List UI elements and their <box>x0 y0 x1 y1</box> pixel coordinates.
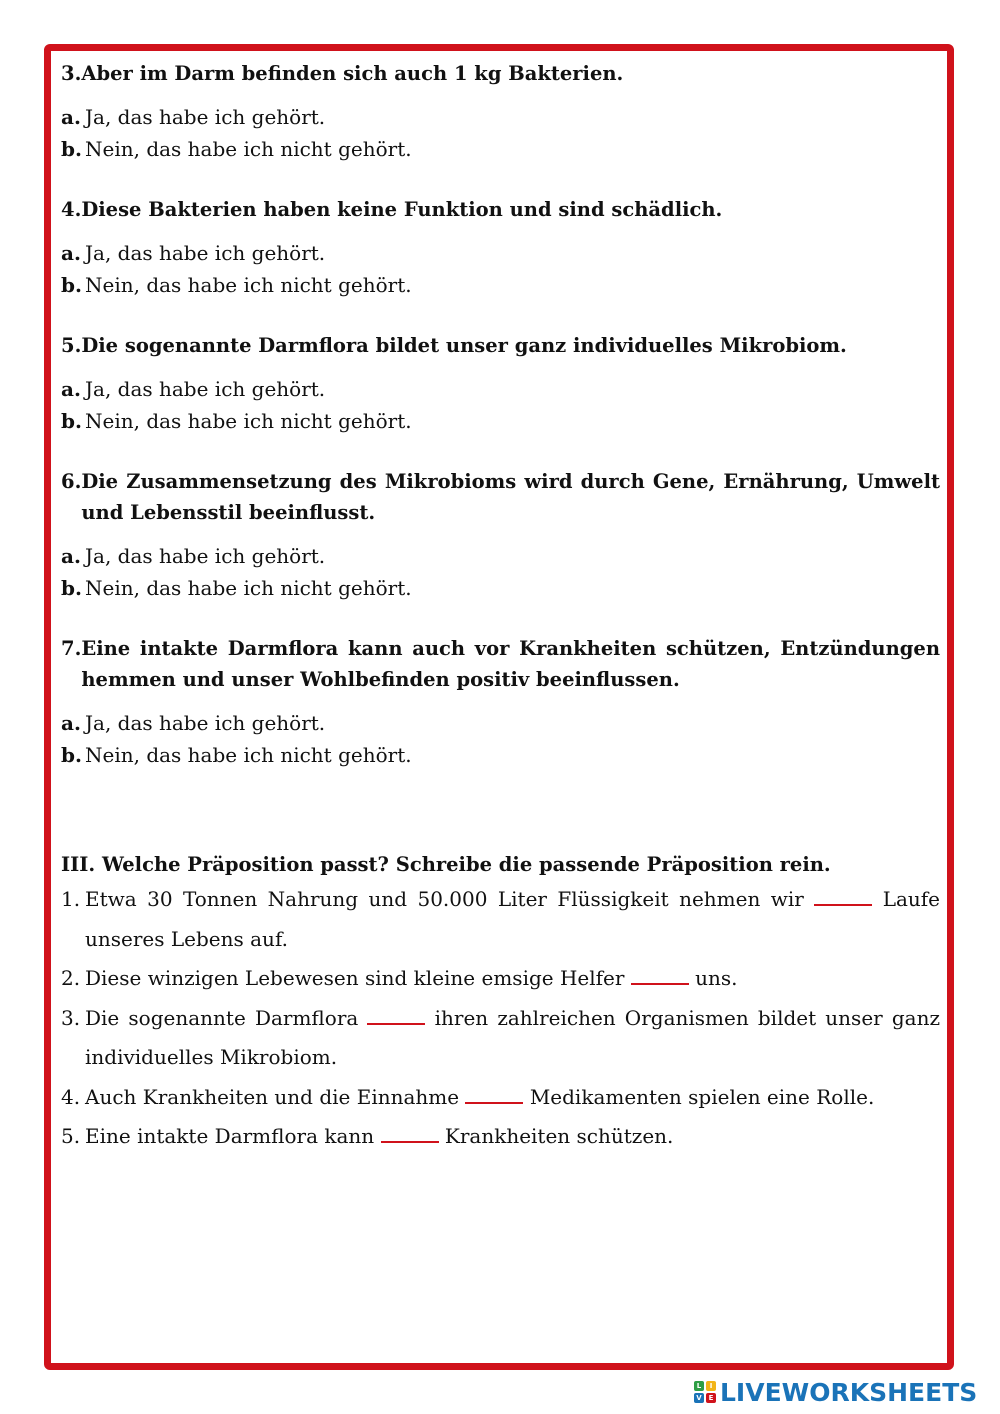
option-letter: b. <box>61 409 82 433</box>
exercise-text-before: Eine intakte Darmflora kann <box>85 1124 375 1148</box>
exercise-number: 3. <box>61 1005 81 1030</box>
question-3 <box>61 58 940 165</box>
exercise-text-after: Krankheiten schützen. <box>444 1124 674 1148</box>
option-text: Ja, das habe ich gehört. <box>85 241 326 265</box>
option-letter: a. <box>61 377 81 401</box>
exercise-number: 5. <box>61 1124 81 1148</box>
option-b[interactable] <box>61 405 940 437</box>
exercise-text-after: Medikamenten spielen eine Rolle. <box>529 1084 875 1109</box>
exercise-text-before: Die sogenannte Darmflora <box>85 1005 359 1030</box>
option-text: Ja, das habe ich gehört. <box>85 377 326 401</box>
exercise-item <box>61 999 940 1078</box>
question-number: 3. <box>61 62 82 85</box>
exercise-text-after: Laufe unseres Lebens auf. <box>85 887 941 951</box>
blank-input[interactable] <box>631 967 689 985</box>
option-text: Ja, das habe ich gehört. <box>85 105 326 129</box>
exercise-item <box>61 1078 940 1118</box>
question-number: 6. <box>61 470 82 493</box>
option-letter: b. <box>61 576 82 600</box>
option-text: Nein, das habe ich nicht gehört. <box>85 409 412 433</box>
option-a[interactable] <box>61 707 940 739</box>
question-6 <box>61 466 940 604</box>
question-text: Eine intakte Darmflora kann auch vor Krankheiten schützen, Entzündungen hemmen und unser Wohlbefinden positiv beeinflussen. <box>81 637 940 691</box>
preposition-exercises <box>61 880 940 1157</box>
option-a[interactable] <box>61 237 940 269</box>
exercise-text-before: Diese winzigen Lebewesen sind kleine emsige Helfer <box>85 966 625 990</box>
exercise-text-after: uns. <box>695 966 738 990</box>
option-text: Nein, das habe ich nicht gehört. <box>85 743 412 767</box>
worksheet-content <box>61 58 940 1157</box>
question-text: Diese Bakterien haben keine Funktion und sind schädlich. <box>81 198 723 221</box>
liveworksheets-logo <box>694 1376 977 1408</box>
option-b[interactable] <box>61 739 940 771</box>
option-text: Ja, das habe ich gehört. <box>85 544 326 568</box>
exercise-item <box>61 880 940 959</box>
blank-input[interactable] <box>465 1086 523 1104</box>
logo-letter: E <box>706 1393 716 1403</box>
option-b[interactable] <box>61 133 940 165</box>
option-letter: a. <box>61 544 81 568</box>
option-letter: a. <box>61 241 81 265</box>
question-number: 7. <box>61 637 82 660</box>
section-3-title: III. Welche Präposition passt? Schreibe die passende Präposition rein. <box>61 853 831 876</box>
blank-input[interactable] <box>367 1007 425 1025</box>
option-letter: b. <box>61 273 82 297</box>
option-a[interactable] <box>61 373 940 405</box>
question-number: 4. <box>61 198 82 221</box>
question-5 <box>61 330 940 437</box>
logo-grid-icon <box>694 1381 716 1403</box>
logo-letter: L <box>694 1381 704 1391</box>
question-4 <box>61 194 940 301</box>
exercise-number: 4. <box>61 1084 81 1109</box>
option-a[interactable] <box>61 540 940 572</box>
exercise-number: 1. <box>61 887 81 911</box>
option-text: Nein, das habe ich nicht gehört. <box>85 273 412 297</box>
option-text: Nein, das habe ich nicht gehört. <box>85 137 412 161</box>
option-letter: b. <box>61 137 82 161</box>
exercise-number: 2. <box>61 966 81 990</box>
exercise-item <box>61 959 940 999</box>
blank-input[interactable] <box>814 888 872 906</box>
exercise-text-before: Etwa 30 Tonnen Nahrung und 50.000 Liter Flüssigkeit nehmen wir <box>85 887 804 911</box>
logo-letter: I <box>706 1381 716 1391</box>
option-text: Ja, das habe ich gehört. <box>85 711 326 735</box>
option-b[interactable] <box>61 269 940 301</box>
question-number: 5. <box>61 334 82 357</box>
question-7 <box>61 633 940 771</box>
exercise-item <box>61 1117 940 1157</box>
question-text: Aber im Darm befinden sich auch 1 kg Bakterien. <box>81 62 624 85</box>
exercise-text-after: ihren zahlreichen Organismen bildet unser ganz individuelles Mikrobiom. <box>85 1005 941 1069</box>
exercise-text-before: Auch Krankheiten und die Einnahme <box>85 1084 460 1109</box>
blank-input[interactable] <box>381 1125 439 1143</box>
option-a[interactable] <box>61 101 940 133</box>
option-letter: a. <box>61 105 81 129</box>
question-text: Die Zusammensetzung des Mikrobioms wird durch Gene, Ernährung, Umwelt und Lebensstil beeinflusst. <box>81 470 940 524</box>
question-text: Die sogenannte Darmflora bildet unser ganz individuelles Mikrobiom. <box>81 334 847 357</box>
logo-text: LIVEWORKSHEETS <box>720 1377 978 1407</box>
option-text: Nein, das habe ich nicht gehört. <box>85 576 412 600</box>
option-b[interactable] <box>61 572 940 604</box>
logo-letter: V <box>694 1393 704 1403</box>
option-letter: b. <box>61 743 82 767</box>
option-letter: a. <box>61 711 81 735</box>
